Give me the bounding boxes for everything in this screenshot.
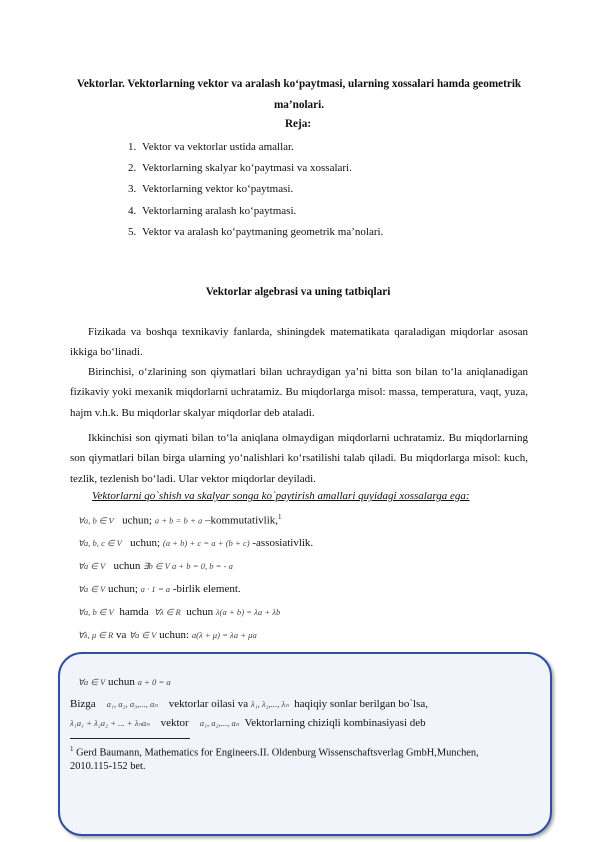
plan-item-number: 1.	[128, 141, 137, 153]
property-row	[78, 513, 282, 527]
formula: ∀a ∈ V	[78, 584, 106, 594]
plan-item	[128, 158, 383, 179]
plan-item-number: 3.	[128, 183, 137, 196]
formula: ∀a, b ∈ V	[78, 515, 114, 526]
footnote-text: Gerd Baumann, Mathematics for Engineers.II. Oldenburg Wissenschaftsverlag GmbH,Munchen, 2010.115-152 bet.	[70, 747, 479, 773]
property-row	[78, 583, 241, 595]
formula: λ₁a₁ + λ₂a₂ + ... + λₙaₙ	[70, 718, 150, 728]
plan-item-text: Vektorlarning aralash ko‘paytmasi.	[142, 204, 297, 217]
plan-list	[128, 137, 383, 243]
formula: a₁, a₂,..., aₙ	[199, 718, 240, 728]
property-word: va	[116, 629, 127, 641]
formula: a + 0 = a	[137, 677, 171, 687]
plan-item	[128, 222, 383, 243]
formula: a(λ + μ) = λa + μa	[191, 630, 257, 640]
popup-text: vektorlar oilasi va	[168, 698, 249, 710]
formula: λ₁, λ₂,..., λₙ	[250, 699, 289, 709]
formula: ∀a, b, c ∈ V	[78, 538, 122, 548]
plan-item-text: Vektor va aralash ko‘paytmaning geometrik ma’nolari.	[142, 225, 384, 238]
document-title: Vektorlar. Vektorlarning vektor va aralash ko‘paytmasi, ularning xossalari hamda geometrik ma’nolari.	[76, 78, 522, 111]
plan-item-text: Vektorlarning vektor ko‘paytmasi.	[142, 183, 294, 196]
property-row	[78, 676, 171, 688]
popup-line-1	[70, 698, 428, 710]
property-row	[78, 537, 313, 549]
property-name: -assosiativlik.	[252, 537, 314, 549]
formula: ∀λ, μ ∈ R	[78, 630, 114, 640]
plan-item-text: Vektorlarning skalyar ko‘paytmasi va xossalari.	[142, 162, 352, 175]
property-word: uchun:	[159, 629, 190, 641]
paragraph-3: Ikkinchisi son qiymati bilan to‘la aniqlana olmaydigan miqdorlarni uchratamiz. Bu miqdorlarning son qiymatlari bilan birga ularning yo‘nalishlari ko‘rsatilishi talab qiladi. Bu miqdorlarga misol: kuch, tezlik, tezlenish bo‘ladi. Ular vektor miqdorlar deyiladi.	[70, 432, 528, 485]
popup-text: vektor	[160, 717, 189, 729]
plan-item	[128, 201, 383, 222]
plan-item-number: 5.	[128, 225, 137, 238]
footnote-ref[interactable]: 1	[278, 513, 282, 521]
properties-intro: Vektorlarni qo`shish va skalyar songa ko`paytirish amallari quyidagi xossalarga ega:	[92, 490, 470, 502]
formula: ∃b ∈ V a + b = 0, b = - a	[143, 561, 233, 571]
plan-item-number: 2.	[128, 162, 137, 175]
plan-item-text: Vektor va vektorlar ustida amallar.	[142, 141, 294, 153]
footnote-divider	[70, 738, 190, 739]
property-word: uchun;	[122, 514, 153, 527]
formula: ∀a ∈ V	[78, 561, 106, 571]
popup-text: Bizga	[70, 698, 96, 710]
formula: ∀a, b ∈ V	[78, 607, 114, 617]
property-word: uchun;	[107, 583, 138, 595]
formula: λ(a + b) = λa + λb	[215, 607, 281, 617]
formula: ∀a ∈ V	[78, 677, 106, 687]
footnote	[70, 742, 490, 774]
paragraph-1: Fizikada va boshqa texnikaviy fanlarda, shiningdek matematikata qaraladigan miqdorlar asosan ikkiga bo‘linadi.	[70, 326, 528, 359]
paragraph-2: Birinchisi, o‘zlarining son qiymatlari bilan uchraydigan ya’ni bitta son bilan to‘la aniqlanadigan fizikaviy yoki mexanik miqdorlarni uchratamiz. Bu miqdorlarga misol: massa, temperatura, vaqt, yuza, hajm v.h.k. Bu miqdorlar skalyar miqdorlar deb ataladi.	[70, 366, 528, 419]
popup-line-2	[70, 717, 426, 729]
plan-item-number: 4.	[128, 204, 137, 217]
formula: a · 1 = a	[140, 584, 171, 594]
property-row	[78, 629, 257, 641]
section-heading: Vektorlar algebrasi va uning tatbiqlari	[205, 286, 391, 298]
plan-item	[128, 137, 383, 158]
formula: (a + b) + c = a + (b + c)	[162, 538, 250, 548]
popup-text: Vektorlarning chiziqli kombinasiyasi deb	[244, 717, 426, 729]
formula: a + b = b + a	[154, 515, 203, 526]
property-word: uchun	[186, 606, 214, 618]
property-name: -birlik element.	[172, 583, 241, 595]
popup-text: haqiqiy sonlar berilgan bo`lsa,	[294, 698, 428, 710]
footnote-mark: 1	[70, 745, 74, 753]
property-word: uchun;	[130, 537, 161, 549]
property-name: –kommutativlik,	[205, 514, 279, 527]
property-word: uchun	[107, 676, 135, 688]
formula: ∀a ∈ V	[129, 630, 157, 640]
property-word: hamda	[119, 606, 149, 618]
property-row	[78, 560, 233, 572]
plan-item	[128, 179, 383, 200]
formula: a₁, a₂, a₃,..., aₙ	[106, 699, 158, 709]
property-row	[78, 606, 280, 618]
plan-heading: Reja:	[284, 118, 312, 130]
property-word: uchun	[113, 560, 141, 572]
formula: ∀λ ∈ R	[154, 607, 181, 617]
